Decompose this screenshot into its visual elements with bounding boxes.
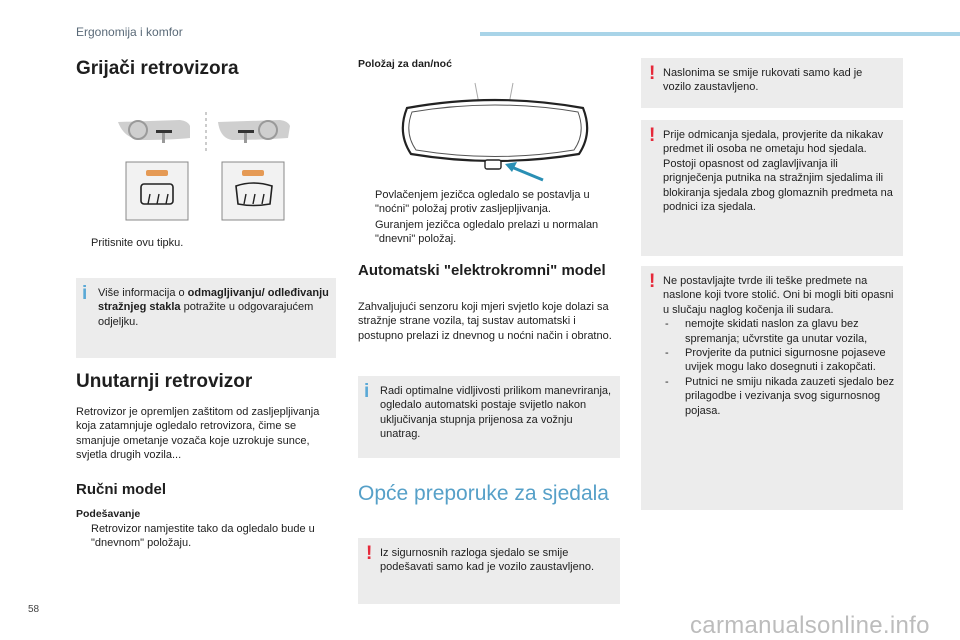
adjust-label: Podešavanje	[76, 508, 141, 520]
warning-icon: !	[649, 125, 656, 146]
warning-icon: !	[366, 543, 373, 564]
daynight-label: Položaj za dan/noć	[358, 58, 452, 70]
watermark: carmanualsonline.info	[690, 612, 930, 639]
manual-model-heading: Ručni model	[76, 481, 167, 498]
list-item: - Provjerite da putnici sigurnosne pojaseve uvijek mogu lako dosegnuti i zakopčati.	[665, 347, 886, 374]
rear-defrost-button-icon	[126, 162, 188, 220]
warning-box-seat: ! Iz sigurnosnih razloga sjedalo se smije podešavati samo kad je vozilo zaustavljeno.	[358, 538, 620, 604]
warning-table-text: Ne postavljajte tvrde ili teške predmete na naslone koji tvore stolić. Oni bi mogli biti opasni u slučaju naglog kočenja ili sudara.	[663, 275, 894, 316]
warning-box-seat-travel: ! Prije odmicanja sjedala, provjerite da nikakav predmet ili osoba ne ometaju hod sjedala. Postoji opasnost od zaglavljivanja ili prignječenja putnika na stražnjim sjedalima ili blokiranja sjedala zbog glomaznih predmeta na podnici iza sjedala.	[641, 120, 903, 256]
right-mirror-icon	[218, 120, 290, 143]
press-instruction: Pritisnite ovu tipku.	[91, 237, 184, 249]
push-tab-instruction: Guranjem jezičca ogledalo prelazi u normalan "dnevni" položaj.	[375, 219, 599, 246]
info-box-reverse: i Radi optimalne vidljivosti prilikom manevriranja, ogledalo automatski postaje svijetlo nakon uključivanja stupnja prijenosa za vožnju unatrag.	[358, 376, 620, 458]
info-text: Više informacija o odmagljivanju/ odleđivanju stražnjeg stakla potražite u odgovarajućem odjeljku.	[98, 287, 329, 328]
adjust-instruction: Retrovizor namjestite tako da ogledalo bude u "dnevnom" položaju.	[91, 523, 315, 550]
auto-model-heading: Automatski "elektrokromni" model	[358, 262, 606, 279]
general-seat-heading: Opće preporuke za sjedala	[358, 482, 609, 505]
page-number: 58	[28, 604, 40, 615]
pull-tab-instruction: Povlačenjem jezičca ogledalo se postavlja u "noćni" položaj protiv zasljepljivanja.	[375, 189, 590, 216]
info-icon: i	[364, 381, 370, 402]
heritage-heading: Grijači retrovizora	[76, 58, 239, 79]
list-item: - Putnici ne smiju nikada zauzeti sjedalo bez prilagodbe i vezivanja svog sigurnosnog pojasa.	[665, 375, 895, 417]
left-mirror-icon	[118, 120, 190, 143]
list-item: - nemojte skidati naslon za glavu bez spremanja; učvrstite ga unutar vozila,	[665, 318, 868, 345]
header-title: Ergonomija i komfor	[76, 25, 183, 39]
warning-icon: !	[649, 271, 656, 292]
warning-box-backrest: ! Naslonima se smije rukovati samo kad je vozilo zaustavljeno.	[641, 58, 903, 108]
info-icon: i	[82, 283, 88, 304]
inner-mirror-heading: Unutarnji retrovizor	[76, 371, 253, 392]
rearview-mirror-illustration	[395, 78, 600, 183]
auto-model-text: Zahvaljujući senzoru koji mjeri svjetlo koje dolazi sa stražnje strane vozila, taj sustav automatski i postupno prelazi iz dnevnog u noćni način i obratno.	[358, 301, 612, 342]
mirror-heater-illustration	[110, 112, 300, 222]
warning-icon: !	[649, 63, 656, 84]
warning-box-table	[641, 266, 903, 510]
header-bar	[480, 32, 960, 36]
inner-mirror-text: Retrovizor je opremljen zaštitom od zasljepljivanja koja zatamnjuje ogledalo retrovizora, čime se smanjuje ometanje vozača koje uzrokuje sunce, svjetla drugih vozila...	[76, 406, 320, 462]
info-box-defrost	[76, 278, 336, 358]
mirror-defrost-button-icon	[222, 162, 284, 220]
